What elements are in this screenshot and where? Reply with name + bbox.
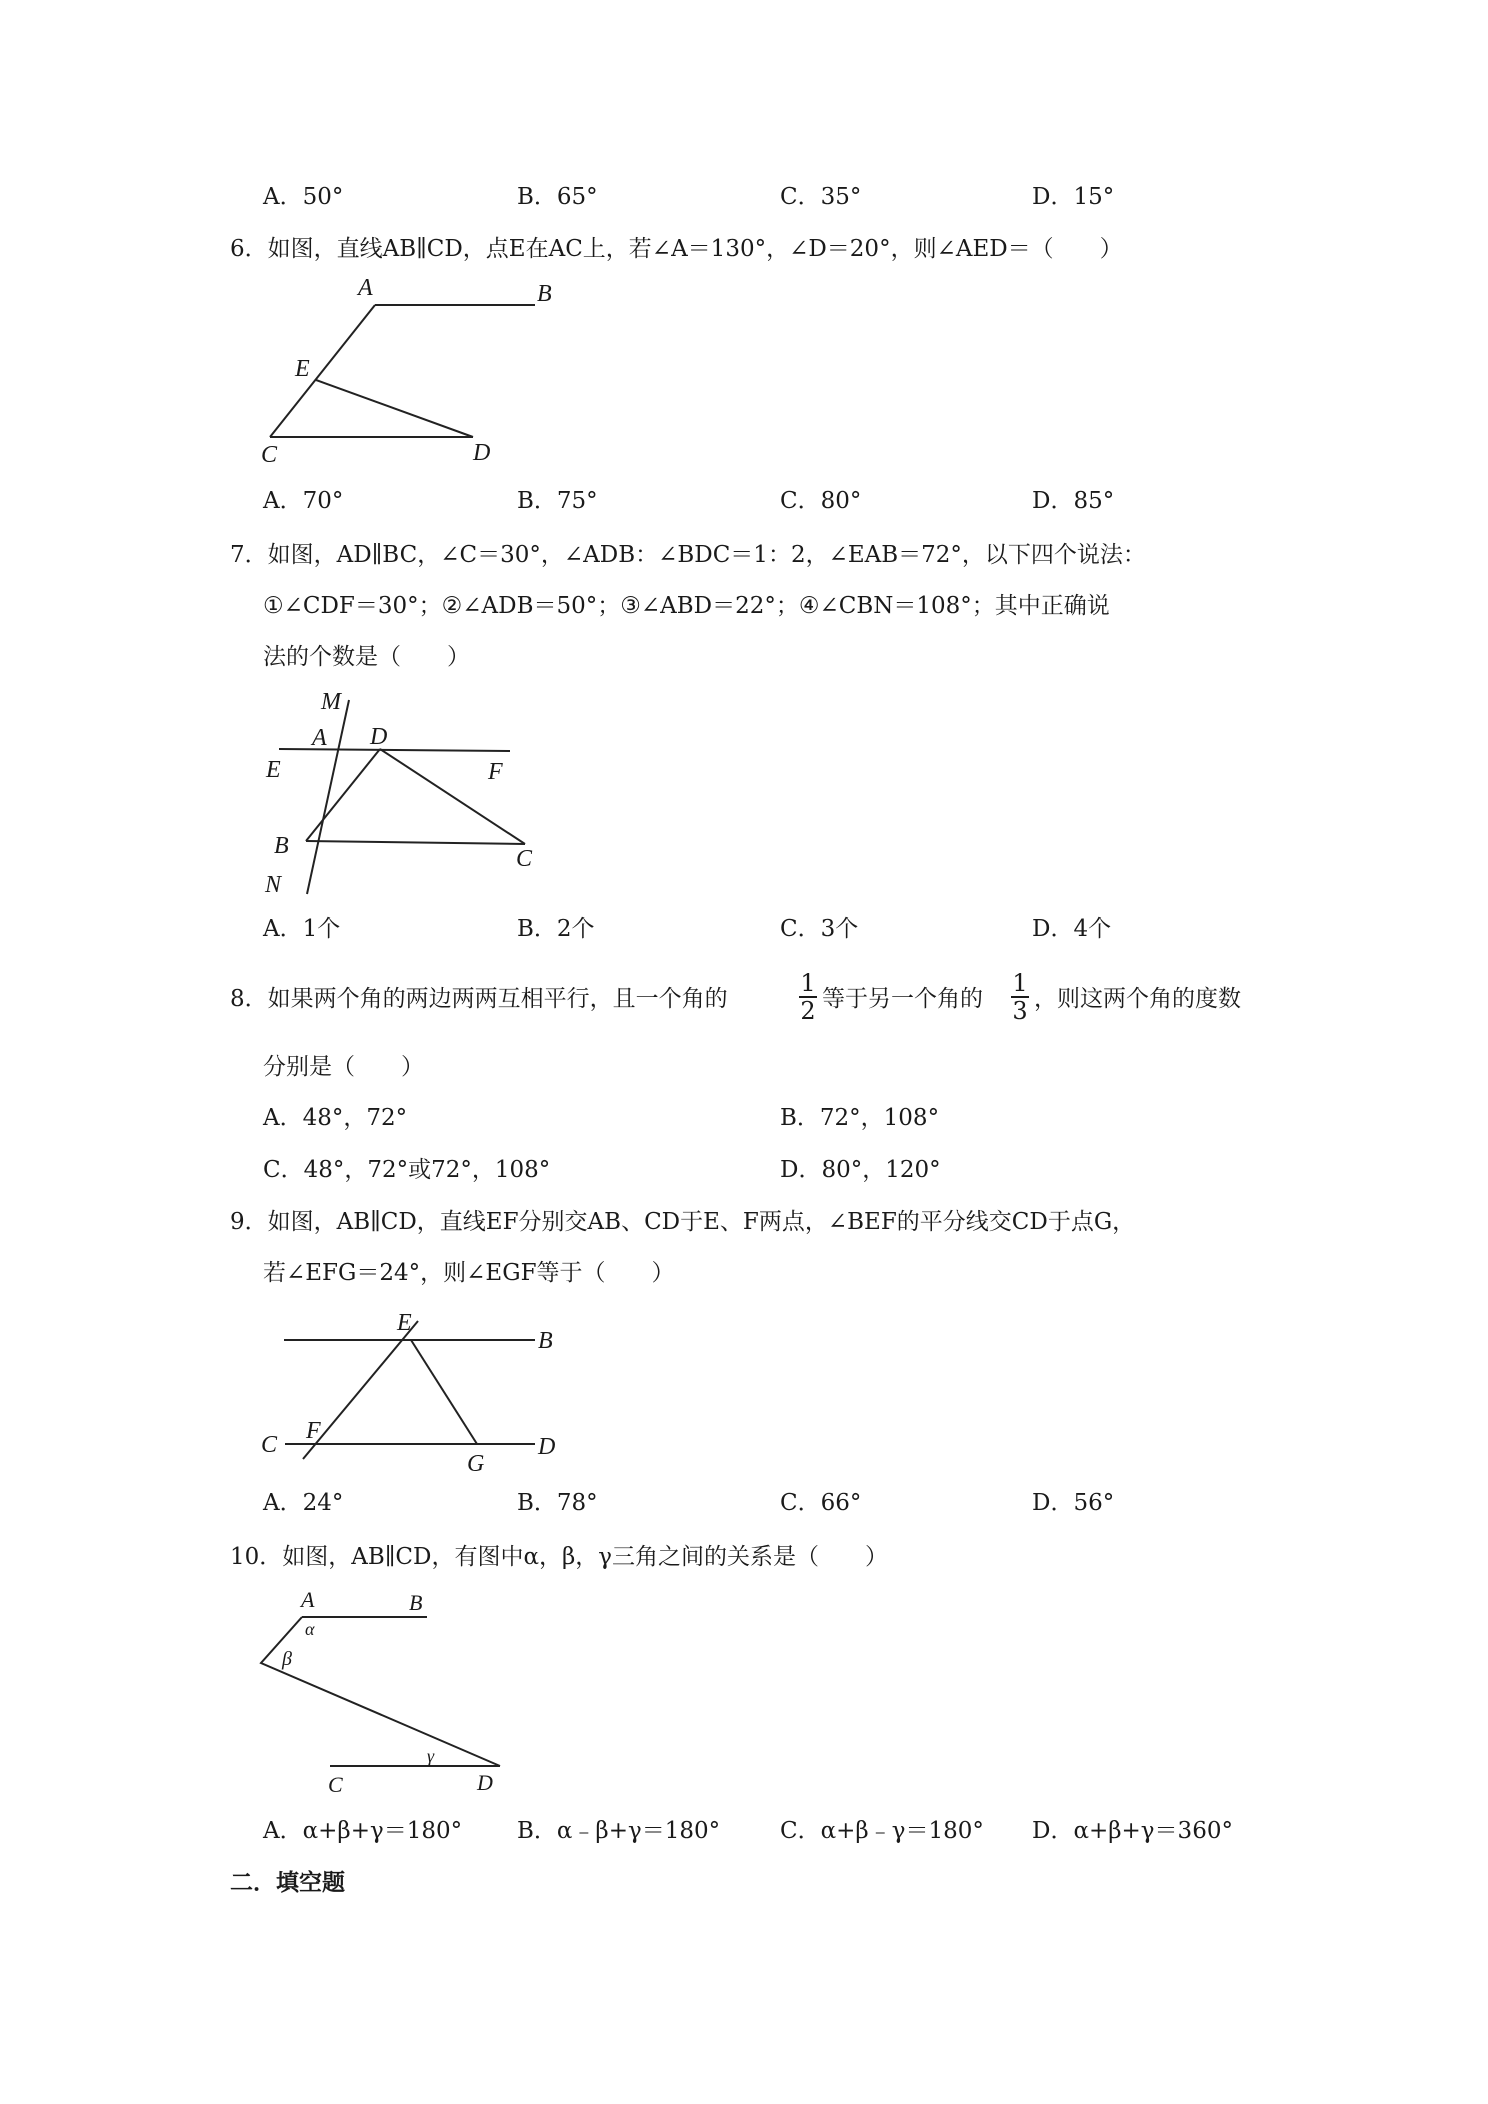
q6-label-e: E <box>295 356 310 382</box>
q7-option-a: A．1个 <box>263 916 341 942</box>
section2-title: 二．填空题 <box>230 1869 345 1896</box>
q6-label-c: C <box>261 442 278 468</box>
q10-figure <box>255 1585 535 1800</box>
q7-label-b: B <box>274 833 289 859</box>
q8-fraction-third <box>1009 970 1031 1024</box>
q7-stem-line3: 法的个数是（ ） <box>263 644 470 670</box>
q7-line-dc <box>380 749 525 844</box>
q9-option-d: D．56° <box>1032 1490 1115 1516</box>
q7-label-f: F <box>488 759 503 785</box>
q10-line-bent <box>261 1617 500 1766</box>
q7-stem-line2: ①∠CDF＝30°；②∠ADB＝50°；③∠ABD＝22°；④∠CBN＝108°；其中正确说 <box>263 593 1110 619</box>
q10-label-d: D <box>477 1770 493 1795</box>
q8-frac2-num: 1 <box>1012 969 1028 997</box>
q8-frac2-den: 3 <box>1012 997 1028 1025</box>
q5-option-b: B．65° <box>517 184 598 210</box>
q5-option-d: D．15° <box>1032 184 1115 210</box>
q8-frac1-num: 1 <box>800 969 816 997</box>
q6-option-c: C．80° <box>780 488 862 514</box>
q10-label-alpha: α <box>305 1619 315 1639</box>
q10-label-gamma: γ <box>427 1746 435 1766</box>
q8-option-b: B．72°，108° <box>780 1105 940 1131</box>
q7-option-d: D．4个 <box>1032 916 1112 942</box>
q7-label-n: N <box>265 872 282 898</box>
q6-option-b: B．75° <box>517 488 598 514</box>
q7-line-bc <box>306 841 525 844</box>
q8-option-c: C．48°，72°或72°，108° <box>263 1157 551 1183</box>
q9-figure <box>255 1300 575 1477</box>
q6-label-b: B <box>537 281 552 307</box>
q6-label-a: A <box>358 275 373 301</box>
q7-stem-line1: 7．如图，AD∥BC，∠C＝30°，∠ADB：∠BDC＝1：2，∠EAB＝72°，以下四个说法： <box>230 542 1146 568</box>
q8-stem-part3: ，则这两个角的度数 <box>1034 986 1241 1012</box>
q9-stem-line1: 9．如图，AB∥CD，直线EF分别交AB、CD于E、F两点，∠BEF的平分线交CD于点G， <box>230 1209 1136 1235</box>
q9-label-b: B <box>538 1328 553 1354</box>
q8-option-d: D．80°，120° <box>780 1157 941 1183</box>
q10-label-beta: β <box>282 1648 292 1670</box>
q10-option-d: D．α+β+γ＝360° <box>1032 1818 1233 1844</box>
q9-label-c: C <box>261 1432 278 1458</box>
q9-label-g: G <box>467 1451 485 1477</box>
q6-stem: 6．如图，直线AB∥CD，点E在AC上，若∠A＝130°，∠D＝20°，则∠AED＝（ ） <box>230 236 1123 262</box>
q8-option-a: A．48°，72° <box>263 1105 408 1131</box>
q10-label-b: B <box>409 1590 423 1615</box>
q7-label-a: A <box>312 725 327 751</box>
q10-label-a: A <box>301 1587 315 1612</box>
q8-frac1-den: 2 <box>800 997 816 1025</box>
q8-stem-part2: 等于另一个角的 <box>822 986 983 1012</box>
q8-fraction-half <box>797 970 819 1024</box>
q7-label-d: D <box>370 724 388 750</box>
q6-label-d: D <box>473 440 491 466</box>
q7-option-b: B．2个 <box>517 916 595 942</box>
q9-stem-line2: 若∠EFG＝24°，则∠EGF等于（ ） <box>263 1260 675 1286</box>
q9-label-d: D <box>538 1434 556 1460</box>
q6-option-d: D．85° <box>1032 488 1115 514</box>
q10-option-b: B．α﹣β+γ＝180° <box>517 1818 721 1844</box>
q10-label-c: C <box>328 1772 343 1797</box>
q6-line-ac <box>270 305 375 437</box>
q10-option-c: C．α+β﹣γ＝180° <box>780 1818 984 1844</box>
q6-line-ed <box>316 380 473 437</box>
q9-label-e: E <box>397 1310 412 1336</box>
q7-label-m: M <box>321 689 341 715</box>
q8-stem-part1: 8．如果两个角的两边两两互相平行，且一个角的 <box>230 986 728 1012</box>
q9-option-a: A．24° <box>263 1490 344 1516</box>
q7-figure <box>260 685 560 905</box>
q7-option-c: C．3个 <box>780 916 859 942</box>
q6-option-a: A．70° <box>263 488 344 514</box>
q9-option-c: C．66° <box>780 1490 862 1516</box>
q5-option-c: C．35° <box>780 184 862 210</box>
q6-figure <box>255 272 555 472</box>
q10-option-a: A．α+β+γ＝180° <box>263 1818 463 1844</box>
q9-line-eg <box>411 1340 477 1444</box>
q7-line-bd <box>306 749 380 841</box>
q8-stem-line2: 分别是（ ） <box>263 1054 424 1080</box>
q9-option-b: B．78° <box>517 1490 598 1516</box>
q10-stem: 10．如图，AB∥CD，有图中α，β，γ三角之间的关系是（ ） <box>230 1544 889 1570</box>
q7-label-c: C <box>516 846 533 872</box>
q5-option-a: A．50° <box>263 184 344 210</box>
q9-label-f: F <box>306 1418 321 1444</box>
q7-label-e: E <box>266 757 281 783</box>
